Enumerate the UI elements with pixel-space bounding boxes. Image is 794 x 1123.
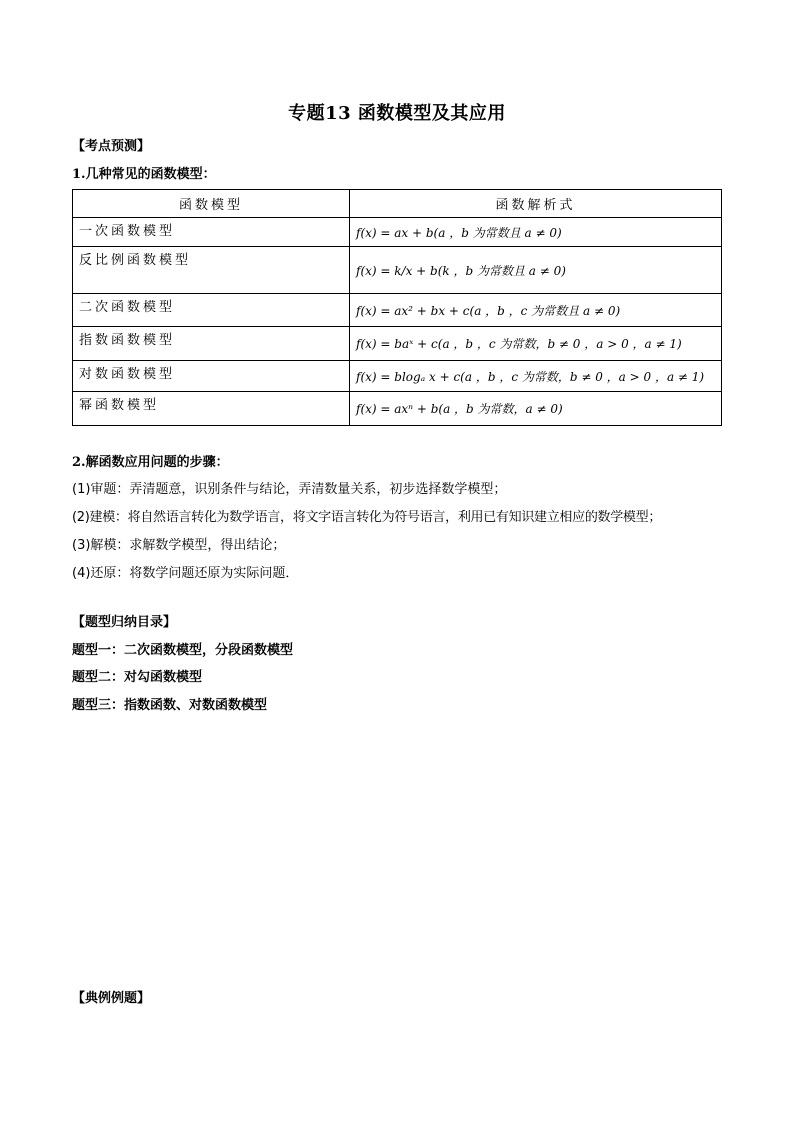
- function-model-table: [72, 189, 722, 426]
- table-row: [73, 218, 722, 247]
- page-title: 专题13 函数模型及其应用: [288, 103, 506, 124]
- toc-item: 题型一：二次函数模型，分段函数模型: [72, 643, 294, 658]
- toc-item: 题型二：对勾函数模型: [72, 670, 203, 685]
- table-header-formula: 函数解析式: [350, 190, 722, 218]
- model-name: 一次函数模型: [73, 218, 350, 247]
- step-item: (3)解模：求解数学模型，得出结论；: [72, 538, 286, 553]
- model-name: 反比例函数模型: [73, 247, 350, 294]
- table-row: [73, 392, 722, 426]
- table-row: [73, 361, 722, 392]
- model-name: 幂函数模型: [73, 392, 350, 426]
- model-formula: f(x) = k/x + b(k ，b 为常数且 a ≠ 0): [350, 247, 722, 294]
- section-heading-forecast: 【考点预测】: [72, 139, 151, 154]
- table-row: [73, 327, 722, 361]
- step-item: (1)审题：弄清题意，识别条件与结论，弄清数量关系，初步选择数学模型；: [72, 482, 507, 497]
- model-name: 对数函数模型: [73, 361, 350, 392]
- model-formula: f(x) = axⁿ + b(a ，b 为常数，a ≠ 0): [350, 392, 722, 426]
- step-item: (2)建模：将自然语言转化为数学语言，将文字语言转化为符号语言，利用已有知识建立相应的数学模型；: [72, 510, 662, 525]
- section-heading-toc: 【题型归纳目录】: [72, 615, 177, 630]
- model-formula: f(x) = baˣ + c(a ，b ，c 为常数，b ≠ 0 ，a > 0 ，a ≠ 1): [350, 327, 722, 361]
- model-name: 指数函数模型: [73, 327, 350, 361]
- table-row: [73, 294, 722, 327]
- step-item: (4)还原：将数学问题还原为实际问题．: [72, 566, 299, 581]
- model-formula: f(x) = ax + b(a ，b 为常数且 a ≠ 0): [350, 218, 722, 247]
- model-name: 二次函数模型: [73, 294, 350, 327]
- model-formula: f(x) = ax² + bx + c(a ，b ，c 为常数且 a ≠ 0): [350, 294, 722, 327]
- table-header-model: 函数模型: [73, 190, 350, 218]
- model-formula: f(x) = blogₐ x + c(a ，b ，c 为常数，b ≠ 0 ，a > 0 ，a ≠ 1): [350, 361, 722, 392]
- subsection-heading-steps: 2.解函数应用问题的步骤：: [72, 455, 229, 470]
- toc-item: 题型三：指数函数、对数函数模型: [72, 698, 268, 713]
- subsection-heading-models: 1.几种常见的函数模型：: [72, 167, 216, 182]
- table-header-row: [73, 190, 722, 218]
- section-heading-examples: 【典例例题】: [72, 991, 151, 1006]
- table-row: [73, 247, 722, 294]
